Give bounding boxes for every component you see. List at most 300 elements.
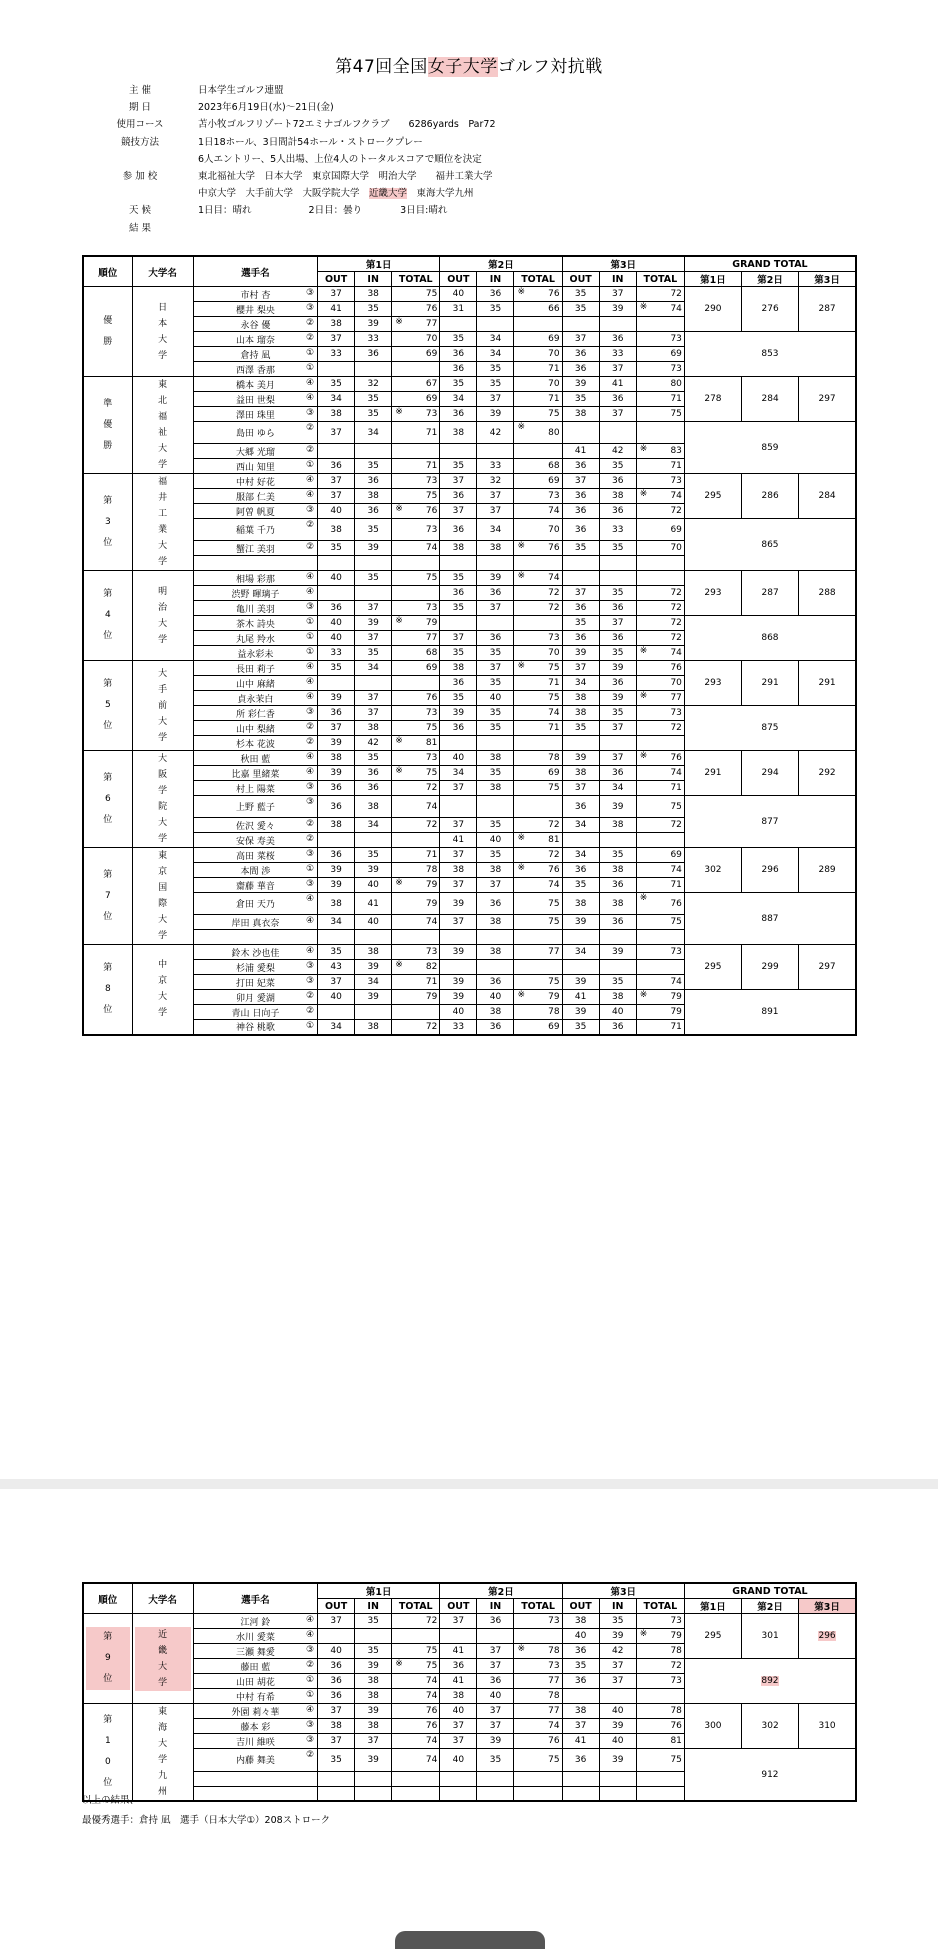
score-total: 71 (392, 422, 440, 444)
player-name: 秋田 藍 ④ (193, 751, 317, 766)
score-total (392, 1629, 440, 1644)
player-name (193, 556, 317, 571)
info-value: 東北福祉大学 日本大学 東京国際大学 明治大学 福井工業大学 (198, 171, 493, 183)
score-in (599, 930, 636, 945)
score-in: 39 (355, 990, 392, 1005)
score-in: 37 (599, 362, 636, 377)
score-out: 36 (318, 459, 355, 474)
score-total: 73 (514, 489, 562, 504)
page-2 (0, 1489, 938, 1949)
score-total: 74 (392, 1734, 440, 1749)
grand-day1: 293 (684, 661, 741, 706)
score-in (355, 930, 392, 945)
player-name (193, 930, 317, 945)
table-row (83, 1614, 856, 1629)
score-total (636, 317, 684, 332)
score-total: 75 (514, 893, 562, 915)
player-name: 水川 愛菜 ④ (193, 1629, 317, 1644)
score-total: 74 (636, 975, 684, 990)
table-row (83, 616, 856, 631)
info-row (100, 185, 496, 202)
score-total (636, 571, 684, 586)
score-total: 70 (514, 347, 562, 362)
player-name: 鈴木 沙也佳 ④ (193, 945, 317, 960)
score-in: 36 (599, 676, 636, 691)
score-out: 38 (318, 893, 355, 915)
player-name: 中村 好花 ④ (193, 474, 317, 489)
score-in: 34 (477, 347, 514, 362)
score-total: 68 (514, 459, 562, 474)
score-out: 39 (440, 706, 477, 721)
score-total: ※ 76 (514, 541, 562, 556)
score-in: 36 (599, 915, 636, 930)
score-out: 34 (440, 392, 477, 407)
score-in: 40 (477, 990, 514, 1005)
score-in: 37 (477, 392, 514, 407)
score-in (355, 586, 392, 601)
header-rank: 順位 (83, 256, 132, 287)
score-total: 71 (514, 676, 562, 691)
score-in: 38 (477, 863, 514, 878)
score-out: 40 (318, 631, 355, 646)
score-in: 35 (599, 1614, 636, 1629)
score-out: 35 (562, 1020, 599, 1035)
score-total: 81 (636, 1734, 684, 1749)
score-out: 35 (562, 878, 599, 893)
score-out (440, 1771, 477, 1786)
score-out: 36 (318, 1674, 355, 1689)
score-in (355, 1629, 392, 1644)
score-out: 36 (562, 631, 599, 646)
score-in: 36 (355, 347, 392, 362)
score-out (440, 1786, 477, 1801)
table-row (83, 332, 856, 347)
info-row (100, 116, 496, 133)
score-out: 39 (562, 915, 599, 930)
score-total: 66 (514, 302, 562, 317)
score-in: 34 (477, 332, 514, 347)
score-in: 39 (355, 863, 392, 878)
score-out (318, 362, 355, 377)
score-in: 38 (355, 1719, 392, 1734)
header-day3: 第3日 (562, 256, 684, 272)
score-total: ※ 81 (514, 833, 562, 848)
score-in: 34 (355, 818, 392, 833)
score-total: 76 (636, 661, 684, 676)
score-in: 35 (355, 302, 392, 317)
score-total: ※ 74 (514, 571, 562, 586)
score-in (355, 444, 392, 459)
score-total: 74 (392, 1689, 440, 1704)
score-in: 40 (477, 1689, 514, 1704)
score-in (599, 422, 636, 444)
score-in: 37 (477, 1644, 514, 1659)
score-total: 73 (514, 631, 562, 646)
score-out: 37 (440, 1719, 477, 1734)
grand-day3: 287 (799, 287, 856, 332)
score-total: 75 (636, 915, 684, 930)
header-g3: 第3日 (799, 272, 856, 287)
score-in: 37 (477, 661, 514, 676)
header-day1: 第1日 (318, 1583, 440, 1599)
score-total: ※ 74 (636, 489, 684, 504)
score-total (636, 422, 684, 444)
score-total: ※ 75 (392, 1659, 440, 1674)
score-in: 34 (355, 661, 392, 676)
score-out: 39 (318, 691, 355, 706)
score-total: 79 (392, 893, 440, 915)
player-name: 丸尾 羚水 ① (193, 631, 317, 646)
header-in: IN (477, 1599, 514, 1614)
score-in: 39 (599, 945, 636, 960)
score-out: 36 (562, 1749, 599, 1772)
player-name: 中村 有希 ① (193, 1689, 317, 1704)
title-highlight: 女子大学 (427, 57, 498, 77)
score-total: 71 (636, 781, 684, 796)
player-name: 齋藤 華音 ③ (193, 878, 317, 893)
score-in: 33 (599, 347, 636, 362)
table-row (83, 571, 856, 586)
score-total: ※ 78 (514, 1644, 562, 1659)
score-total: 71 (392, 975, 440, 990)
score-out: 40 (318, 504, 355, 519)
score-out (440, 1629, 477, 1644)
score-in: 36 (599, 392, 636, 407)
score-in: 35 (477, 302, 514, 317)
score-out: 40 (562, 1629, 599, 1644)
grand-day2: 284 (742, 377, 799, 422)
score-total: 68 (392, 646, 440, 661)
score-total (392, 833, 440, 848)
score-in (477, 616, 514, 631)
score-total (392, 1786, 440, 1801)
header-total: TOTAL (392, 272, 440, 287)
score-total: 72 (392, 781, 440, 796)
score-out: 33 (318, 347, 355, 362)
score-out: 40 (318, 1644, 355, 1659)
player-name: 市村 杏 ③ (193, 287, 317, 302)
info-label: 競技方法 (120, 136, 159, 148)
score-total: 74 (392, 541, 440, 556)
score-out: 37 (440, 915, 477, 930)
score-total (636, 1689, 684, 1704)
score-out: 37 (440, 878, 477, 893)
score-in: 40 (599, 1734, 636, 1749)
score-in: 36 (477, 893, 514, 915)
grand-day2: 299 (742, 945, 799, 990)
score-in (599, 736, 636, 751)
info-label (100, 151, 180, 168)
score-in: 39 (355, 317, 392, 332)
score-out: 33 (440, 1020, 477, 1035)
score-in: 37 (355, 601, 392, 616)
score-out: 34 (318, 392, 355, 407)
score-out: 36 (440, 347, 477, 362)
player-name: 本間 渉 ① (193, 863, 317, 878)
score-out: 34 (562, 818, 599, 833)
score-out: 41 (318, 302, 355, 317)
score-total: 77 (514, 945, 562, 960)
player-name: 上野 藍子 ③ (193, 796, 317, 818)
score-in: 32 (477, 474, 514, 489)
player-name: 島田 ゆら ② (193, 422, 317, 444)
player-name: 青山 日向子 ② (193, 1005, 317, 1020)
score-total (392, 362, 440, 377)
info-row (100, 220, 496, 237)
header-g1: 第1日 (684, 1599, 741, 1614)
score-total: 78 (514, 751, 562, 766)
score-out: 39 (318, 766, 355, 781)
score-total: 72 (636, 586, 684, 601)
score-out: 35 (440, 332, 477, 347)
results-table-1 (82, 255, 857, 1036)
score-out: 37 (318, 721, 355, 736)
score-in: 36 (355, 781, 392, 796)
team-university: 中 京 大 学 (132, 945, 193, 1035)
score-total (392, 676, 440, 691)
player-name: 澤田 珠里 ③ (193, 407, 317, 422)
player-name: 倉持 凪 ① (193, 347, 317, 362)
score-total: 76 (392, 691, 440, 706)
score-out: 38 (562, 893, 599, 915)
team-rank: 第 3 位 (83, 474, 132, 571)
score-total: 75 (392, 721, 440, 736)
score-total: 70 (514, 377, 562, 392)
score-total: 76 (636, 1719, 684, 1734)
team-university: 東 京 国 際 大 学 (132, 848, 193, 945)
score-out: 34 (562, 848, 599, 863)
score-total: 79 (636, 1005, 684, 1020)
header-g1: 第1日 (684, 272, 741, 287)
score-out: 36 (562, 519, 599, 541)
score-in: 38 (477, 751, 514, 766)
score-in: 39 (599, 1719, 636, 1734)
score-total: ※ 79 (392, 878, 440, 893)
score-out: 36 (562, 1674, 599, 1689)
score-out (562, 833, 599, 848)
header-out: OUT (318, 1599, 355, 1614)
score-out: 36 (318, 601, 355, 616)
score-in: 33 (355, 332, 392, 347)
score-total: 74 (514, 1719, 562, 1734)
grand-total: 892 (684, 1659, 856, 1704)
score-out: 36 (562, 1644, 599, 1659)
score-in: 37 (355, 706, 392, 721)
score-out: 39 (562, 975, 599, 990)
header-total: TOTAL (392, 1599, 440, 1614)
score-out: 39 (318, 878, 355, 893)
score-in: 38 (355, 489, 392, 504)
score-total (636, 1771, 684, 1786)
player-name: 橋本 美月 ④ (193, 377, 317, 392)
score-in: 39 (599, 796, 636, 818)
score-out: 39 (440, 990, 477, 1005)
table-row (83, 1659, 856, 1674)
score-out: 35 (318, 1749, 355, 1772)
score-out: 37 (318, 489, 355, 504)
header-in: IN (599, 272, 636, 287)
score-total: 73 (392, 751, 440, 766)
score-in: 36 (599, 766, 636, 781)
grand-total: 891 (684, 990, 856, 1035)
score-total: 67 (392, 377, 440, 392)
score-total: ※ 74 (636, 646, 684, 661)
score-total: 73 (636, 332, 684, 347)
score-out (318, 444, 355, 459)
header-rank: 順位 (83, 1583, 132, 1614)
score-out (440, 796, 477, 818)
score-in: 38 (477, 1005, 514, 1020)
score-out: 37 (562, 661, 599, 676)
score-in (477, 317, 514, 332)
score-total: 71 (514, 392, 562, 407)
score-total: ※ 79 (514, 990, 562, 1005)
score-total: 73 (392, 519, 440, 541)
player-name: 山中 麻緒 ④ (193, 676, 317, 691)
score-out: 40 (440, 751, 477, 766)
score-in: 33 (599, 519, 636, 541)
score-total: 69 (514, 332, 562, 347)
score-total (392, 444, 440, 459)
score-in: 40 (599, 1005, 636, 1020)
grand-day1: 278 (684, 377, 741, 422)
player-name: 打田 妃菜 ③ (193, 975, 317, 990)
score-total: 77 (392, 631, 440, 646)
score-total: ※ 74 (636, 302, 684, 317)
score-in (599, 1689, 636, 1704)
score-total (636, 1786, 684, 1801)
info-row (100, 82, 496, 99)
header-grand-total: GRAND TOTAL (684, 256, 856, 272)
page-nav-button[interactable] (395, 1931, 545, 1949)
score-in: 36 (599, 878, 636, 893)
grand-day2: 301 (742, 1614, 799, 1659)
score-total (514, 796, 562, 818)
score-total: 74 (392, 1749, 440, 1772)
table-row (83, 706, 856, 721)
grand-total: 887 (684, 893, 856, 945)
score-in: 37 (599, 287, 636, 302)
score-in (355, 676, 392, 691)
score-out: 37 (440, 848, 477, 863)
score-in (599, 1786, 636, 1801)
score-total: ※ 75 (392, 766, 440, 781)
score-out (440, 930, 477, 945)
player-name: 西澤 香那 ① (193, 362, 317, 377)
table-row (83, 1704, 856, 1719)
score-in: 35 (477, 721, 514, 736)
score-out: 34 (562, 676, 599, 691)
score-out: 40 (440, 1005, 477, 1020)
score-out (318, 1629, 355, 1644)
grand-total: 912 (684, 1749, 856, 1802)
info-row (100, 202, 496, 219)
score-in: 35 (599, 646, 636, 661)
score-out: 41 (440, 833, 477, 848)
team-university: 大 阪 学 院 大 学 (132, 751, 193, 848)
score-in: 39 (355, 1704, 392, 1719)
score-out: 38 (440, 863, 477, 878)
player-name: 山本 瑠奈 ② (193, 332, 317, 347)
table-row (83, 751, 856, 766)
team-rank: 第 9 位 (83, 1614, 132, 1704)
score-out: 39 (318, 863, 355, 878)
score-in: 38 (355, 1020, 392, 1035)
score-in: 35 (477, 362, 514, 377)
score-out: 35 (440, 571, 477, 586)
score-total: 77 (514, 1704, 562, 1719)
score-in: 38 (599, 990, 636, 1005)
grand-total: 875 (684, 706, 856, 751)
score-out: 36 (440, 362, 477, 377)
team-rank: 第 6 位 (83, 751, 132, 848)
player-name: 三瀬 舞愛 ③ (193, 1644, 317, 1659)
score-out (562, 317, 599, 332)
score-out: 37 (318, 287, 355, 302)
grand-day1: 293 (684, 571, 741, 616)
score-in: 35 (355, 848, 392, 863)
score-in: 39 (477, 571, 514, 586)
score-in: 39 (355, 1659, 392, 1674)
player-name: 益田 世梨 ④ (193, 392, 317, 407)
team-university: 福 井 工 業 大 学 (132, 474, 193, 571)
score-out: 40 (440, 1704, 477, 1719)
grand-day1: 302 (684, 848, 741, 893)
score-total: 76 (392, 302, 440, 317)
player-name: 山田 胡花 ① (193, 1674, 317, 1689)
results-table-2 (82, 1582, 857, 1802)
score-in: 35 (477, 848, 514, 863)
score-in: 36 (477, 287, 514, 302)
score-out: 41 (562, 1734, 599, 1749)
score-out: 38 (440, 1689, 477, 1704)
score-in: 37 (599, 407, 636, 422)
score-total (514, 930, 562, 945)
score-in: 39 (477, 1734, 514, 1749)
info-label: 主 催 (128, 85, 152, 96)
score-in: 37 (477, 489, 514, 504)
header-day3: 第3日 (562, 1583, 684, 1599)
score-in: 36 (599, 504, 636, 519)
header-out: OUT (562, 272, 599, 287)
score-in: 36 (477, 975, 514, 990)
score-in: 40 (355, 915, 392, 930)
score-in: 35 (477, 706, 514, 721)
score-total: 76 (514, 1734, 562, 1749)
score-out (318, 930, 355, 945)
score-out: 37 (318, 975, 355, 990)
score-total: 75 (392, 287, 440, 302)
header-in: IN (477, 272, 514, 287)
grand-day1: 300 (684, 1704, 741, 1749)
score-in: 42 (599, 1644, 636, 1659)
score-total: 78 (636, 1704, 684, 1719)
header-g2: 第2日 (742, 272, 799, 287)
table-row (83, 377, 856, 392)
table-row (83, 1749, 856, 1772)
header-player: 選手名 (193, 1583, 317, 1614)
score-total (514, 556, 562, 571)
info-row (100, 168, 496, 185)
score-out: 36 (440, 489, 477, 504)
score-total: 71 (636, 1020, 684, 1035)
score-in: 35 (599, 975, 636, 990)
score-in: 35 (355, 1644, 392, 1659)
score-total: 72 (636, 721, 684, 736)
grand-day3: 288 (799, 571, 856, 616)
score-out: 37 (318, 332, 355, 347)
grand-total: 868 (684, 616, 856, 661)
